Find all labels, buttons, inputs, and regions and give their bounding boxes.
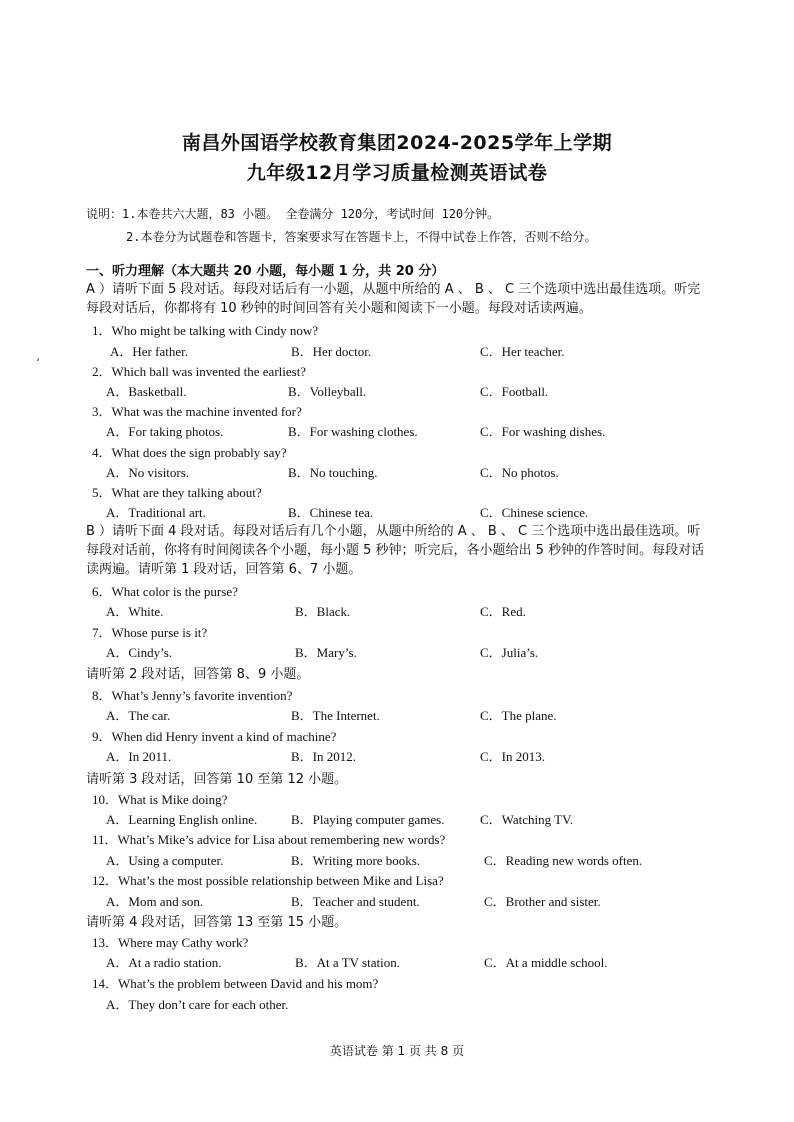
question-1: 1．Who might be talking with Cindy now? xyxy=(92,323,319,338)
option-6b: B．Black. xyxy=(295,604,351,619)
option-12a: A．Mom and son. xyxy=(106,894,204,909)
option-3b: B．For washing clothes. xyxy=(288,424,418,439)
question-14: 14．What’s the problem between David and his mom? xyxy=(92,976,379,991)
option-2b: B．Volleyball. xyxy=(288,384,367,399)
option-1c: C．Her teacher. xyxy=(480,344,565,359)
question-7: 7．Whose purse is it? xyxy=(92,625,208,640)
option-3c: C．For washing dishes. xyxy=(480,424,606,439)
option-8b: B．The Internet. xyxy=(291,708,380,723)
option-4c: C．No photos. xyxy=(480,465,559,480)
question-9: 9．When did Henry invent a kind of machine? xyxy=(92,729,337,744)
option-4a: A．No visitors. xyxy=(106,465,190,480)
option-8a: A．The car. xyxy=(106,708,171,723)
option-7c: C．Julia’s. xyxy=(480,645,539,660)
question-4: 4．What does the sign probably say? xyxy=(92,445,287,460)
instruction-note-2: 2.本卷分为试题卷和答题卡，答案要求写在答题卡上，不得中试卷上作答，否则不给分。 xyxy=(126,230,597,244)
question-10: 10．What is Mike doing? xyxy=(92,792,228,807)
option-11b: B．Writing more books. xyxy=(291,853,421,868)
exam-title-line1: 南昌外国语学校教育集团2024-2025学年上学期 xyxy=(181,132,613,154)
option-2c: C．Football. xyxy=(480,384,549,399)
option-10a: A．Learning English online. xyxy=(106,812,258,827)
option-5a: A．Traditional art. xyxy=(106,505,206,520)
question-12: 12．What’s the most possible relationship between Mike and Lisa? xyxy=(92,873,444,888)
page-footer: 英语试卷 第 1 页 共 8 页 xyxy=(329,1044,465,1058)
option-13b: B．At a TV station. xyxy=(295,955,400,970)
instruction-note-1: 说明：1.本卷共六大题，83 小题。 全卷满分 120分，考试时间 120分钟。 xyxy=(86,207,500,221)
option-6c: C．Red. xyxy=(480,604,526,619)
option-2a: A．Basketball. xyxy=(106,384,187,399)
question-13: 13．Where may Cathy work? xyxy=(92,935,249,950)
option-1a: A．Her father. xyxy=(110,344,188,359)
question-6: 6．What color is the purse? xyxy=(92,584,238,599)
option-13a: A．At a radio station. xyxy=(106,955,222,970)
option-6a: A．White. xyxy=(106,604,164,619)
option-1b: B．Her doctor. xyxy=(291,344,372,359)
option-3a: A．For taking photos. xyxy=(106,424,224,439)
option-12b: B．Teacher and student. xyxy=(291,894,420,909)
exam-title-line2: 九年级12月学习质量检测英语试卷 xyxy=(246,162,548,184)
option-11c: C．Reading new words often. xyxy=(484,853,643,868)
option-7a: A．Cindy’s. xyxy=(106,645,173,660)
question-2: 2．Which ball was invented the earliest? xyxy=(92,364,307,379)
option-10b: B．Playing computer games. xyxy=(291,812,445,827)
section-heading-listening: 一、听力理解（本大题共 20 小题，每小题 1 分，共 20 分） xyxy=(86,264,445,279)
part-a-instructions: A ）请听下面 5 段对话。每段对话后有一小题，从题中所给的 A 、 B 、 C 三个选项中选出最佳选项。听完每段对话后，你都将有 10 秒钟的时间回答有关小题和阅读下一小题。每段对话读两遍。 xyxy=(86,282,701,316)
option-5c: C．Chinese science. xyxy=(480,505,589,520)
option-9c: C．In 2013. xyxy=(480,749,546,764)
option-13c: C．At a middle school. xyxy=(484,955,608,970)
sub-instruction-3: 请听第 3 段对话，回答第 10 至第 12 小题。 xyxy=(86,772,348,787)
question-3: 3．What was the machine invented for? xyxy=(92,404,302,419)
option-4b: B．No touching. xyxy=(288,465,378,480)
option-11a: A．Using a computer. xyxy=(106,853,224,868)
stray-mark: ʻ xyxy=(36,356,40,370)
question-5: 5．What are they talking about? xyxy=(92,485,262,500)
sub-instruction-4: 请听第 4 段对话，回答第 13 至第 15 小题。 xyxy=(86,915,348,930)
option-5b: B．Chinese tea. xyxy=(288,505,374,520)
option-9b: B．In 2012. xyxy=(291,749,357,764)
question-8: 8．What’s Jenny’s favorite invention? xyxy=(92,688,293,703)
option-10c: C．Watching TV. xyxy=(480,812,574,827)
option-8c: C．The plane. xyxy=(480,708,557,723)
option-7b: B．Mary’s. xyxy=(295,645,357,660)
option-9a: A．In 2011. xyxy=(106,749,172,764)
part-b-instructions: B ）请听下面 4 段对话。每段对话后有几个小题，从题中所给的 A 、 B 、 C 三个选项中选出最佳选项。听每段对话前，你将有时间阅读各个小题，每小题 5 秒钟；听完后，各小题给出 5 秒钟的作答时间。每段对话读两遍。请听第 1 段对话，回答第 6、7 小题。 xyxy=(86,524,705,577)
question-11: 11．What’s Mike’s advice for Lisa about remembering new words? xyxy=(92,832,446,847)
option-12c: C．Brother and sister. xyxy=(484,894,601,909)
option-14a: A．They don’t care for each other. xyxy=(106,997,289,1012)
sub-instruction-2: 请听第 2 段对话，回答第 8、9 小题。 xyxy=(86,667,310,682)
